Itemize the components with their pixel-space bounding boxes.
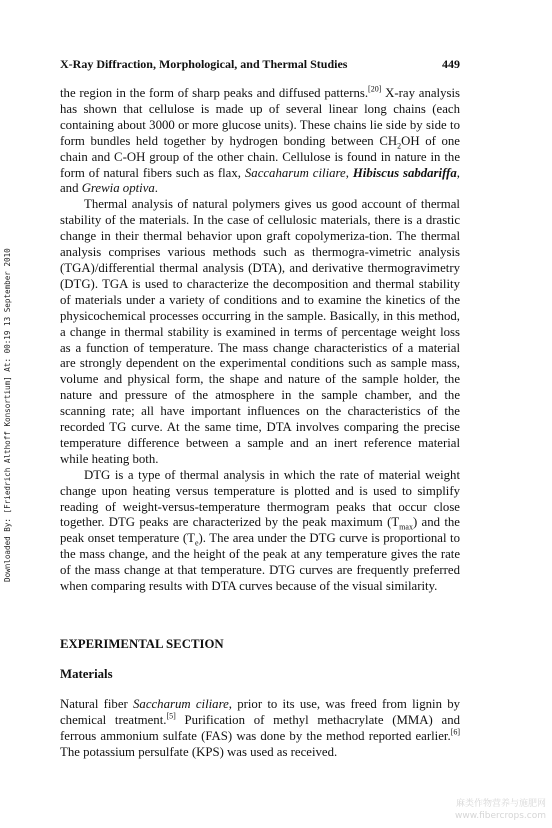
species-name: Hibiscus sabdariffa xyxy=(352,165,457,180)
citation-ref: [5] xyxy=(166,711,176,721)
citation-ref: [20] xyxy=(368,84,382,94)
subscript: max xyxy=(399,523,413,533)
species-name: Saccharum ciliare xyxy=(133,697,229,711)
subscript: e xyxy=(194,538,199,548)
running-title: X-Ray Diffraction, Morphological, and Thermal Studies xyxy=(60,57,348,71)
subsection-heading: Materials xyxy=(60,667,113,681)
paragraph-1: the region in the form of sharp peaks and diffused patterns.[20] X-ray analysis has shown that cellulose is made up of several linear long chains (each containing about 3000 or more glucose units). These chains lie side by side to form bundles held together by hydrogen bonding between $CH_2OH$ of one chain and C-OH group of the other chain. Cellulose is found in nature in the form of natural fibers such as flax, Saccaharum ciliare, Hibiscus sabdariffa, and Grewia optiva. xyxy=(60,84,460,196)
species-name: Grewia optiva xyxy=(81,181,155,196)
page-number: 449 xyxy=(442,57,460,71)
section-heading: EXPERIMENTAL SECTION xyxy=(60,637,224,651)
watermark-line-1: 麻类作物营养与施肥网 xyxy=(455,799,546,809)
watermark-line-2: www.fibercrops.com xyxy=(455,811,546,821)
main-text xyxy=(60,86,460,595)
paragraph-3: DTG is a type of thermal analysis in which the rate of material weight change upon heating versus temperature is plotted and is used to simplify reading of weight-versus-temperature thermogram peaks that occur close together. DTG peaks are characterized by the peak maximum $(T_{max})$ and the peak onset temperature $(T_e)$. The area under the DTG curve is proportional to the mass change, and the height of the peak at any temperature gives the rate of the mass change at that temperature. DTG curves are frequently preferred when comparing results with DTA curves because of the visual similarity. xyxy=(60,467,460,594)
download-notice: Downloaded By: [Friedrich Althoff Konsortium] At: 00:19 13 September 2010 xyxy=(3,248,12,582)
site-watermark xyxy=(455,798,546,822)
species-name: Saccaharum ciliare xyxy=(244,165,346,180)
citation-ref: [6] xyxy=(450,727,460,737)
running-header xyxy=(60,57,460,72)
subscript: 2 xyxy=(397,141,402,151)
materials-text xyxy=(60,697,460,761)
paragraph-4: Natural fiber Saccharum ciliare, prior to its use, was freed from lignin by chemical treatment.[5] Purification of methyl methacrylate (MMA) and ferrous ammonium sulfate (FAS) was done by the method reported earlier.[6] The potassium persulfate (KPS) was used as received. xyxy=(60,697,461,759)
paragraph-2: Thermal analysis of natural polymers gives us good account of thermal stability of the materials. In the case of cellulosic materials, there is a drastic change in their thermal behavior upon graft copolymeriza-tion. The thermal analysis comprises various methods such as thermogra-vimetric analysis (TGA)/differential thermal analysis (DTA), and derivative thermogravimetry (DTG). TGA is used to characterize the decomposition and thermal stability of materials under a variety of conditions and to examine the kinetics of the physicochemical processes occurring in the sample. Basically, in this method, a change in thermal stability is examined in terms of percentage weight loss as a function of temperature. The mass change characteristics of a material are strongly dependent on the experimental conditions such as sample mass, volume and physical form, the shape and nature of the sample holder, the nature and pressure of the atmosphere in the sample chamber, and the scanning rate; all have important influences on the characteristics of the recorded TG curve. At the same time, DTA involves comparing the precise temperature difference between a sample and an inert reference material while heating both. xyxy=(60,197,460,466)
